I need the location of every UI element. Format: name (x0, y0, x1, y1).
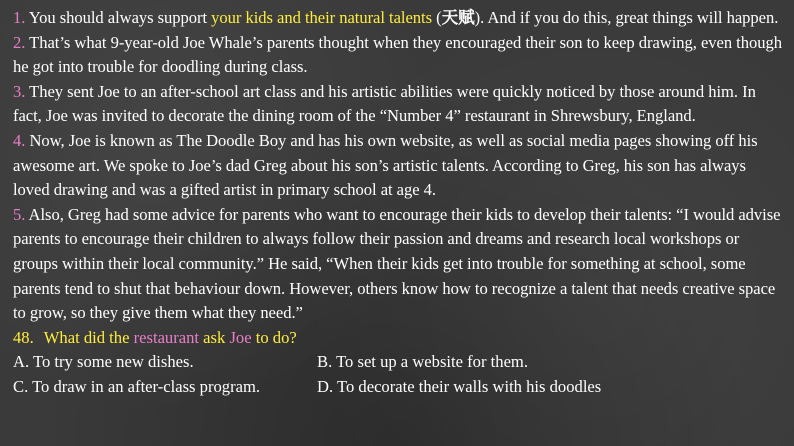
paragraph-3 (13, 80, 784, 129)
paragraph-text: ). And if you do this, great things will happen. (474, 8, 779, 27)
paragraph-text: Now, Joe is known as The Doodle Boy and has his own website, as well as social media pages showing off his awesome art. We spoke to Joe’s dad Greg about his son’s artistic talents. According to Greg, his son has always loved drawing and was a gifted artist in primary school at age 4. (13, 130, 758, 200)
answer-options (13, 350, 784, 400)
passage (13, 6, 784, 326)
paragraph-number: 1. (13, 8, 26, 27)
question-number: 48. (13, 327, 34, 347)
paragraph-text: They sent Joe to an after-school art class and his artistic abilities were quickly noticed by those around him. In fact, Joe was invited to decorate the dining room of the “Number 4” restaurant in Shrewsbury, England. (13, 81, 756, 126)
option-d[interactable]: D. To decorate their walls with his doodles (317, 376, 602, 396)
question-keyword: restaurant (133, 327, 200, 347)
option-c[interactable]: C. To draw in an after-class program. (13, 376, 261, 396)
paragraph-text: Also, Greg had some advice for parents who want to encourage their kids to develop their talents: “I would advise parents to encourage their children to always follow their passion and dreams and research local workshops or groups within their local community.” He said, “When their kids get into trouble for something at school, some parents tend to shut that behaviour down. However, others know how to recognize a talent that needs creative space to grow, so they give them what they need.” (13, 204, 781, 323)
option-a[interactable]: A. To try some new dishes. (13, 352, 194, 372)
question-48 (13, 326, 784, 351)
option-b[interactable]: B. To set up a website for them. (317, 352, 528, 372)
paragraph-4 (13, 129, 784, 203)
paragraph-5 (13, 203, 784, 326)
paragraph-text: That’s what 9-year-old Joe Whale’s parents thought when they encouraged their son to keep drawing, even though he got into trouble for doodling during class. (13, 32, 782, 77)
paragraph-number: 3. (13, 81, 26, 101)
question-text: What did the (43, 327, 134, 347)
paragraph-text: You should always support (25, 8, 212, 27)
question-text: to do? (251, 327, 297, 347)
highlighted-phrase: your kids and their natural talents (211, 8, 432, 27)
paragraph-number: 5. (13, 204, 26, 224)
paragraph-number: 2. (13, 32, 26, 52)
paragraph-number: 4. (13, 130, 26, 150)
paragraph-text: ( (432, 8, 442, 27)
paragraph-2 (13, 31, 784, 80)
question-text: ask (199, 327, 230, 347)
question-keyword: Joe (229, 327, 252, 347)
chinese-gloss: 天赋 (441, 8, 475, 27)
paragraph-1 (13, 6, 784, 31)
